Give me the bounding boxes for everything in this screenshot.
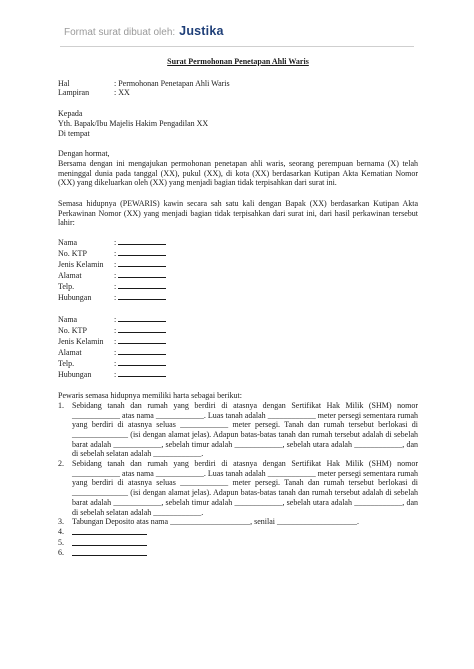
asset-1-text: Sebidang tanah dan rumah yang berdiri di atasnya dengan Sertifikat Hak Milik (SHM) nomor ____________ atas nama ____________. Luas tanah adalah ____________ meter persegi sementara rumah yang berdiri di atasnya seluas ____________ meter persegi. Tanah dan rumah tersebut berlokasi di ______________ (isi dengan alamat jelas). Adapun batas-batas tanah dan rumah tersebut adalah di sebelah barat adalah ____________, sebelah timur adalah ____________, sebelah utara adalah ____________, dan di sebelah selatan adalah ____________. [72, 400, 418, 459]
lampiran-value: : XX [114, 88, 130, 98]
field-sep: : [114, 326, 117, 336]
field-sep: : [114, 249, 117, 259]
recipient: Yth. Bapak/Ibu Majelis Hakim Pengadilan XX [58, 118, 209, 128]
salutation: Dengan hormat, [58, 149, 110, 159]
blank-line [118, 369, 166, 377]
blank-line [118, 336, 166, 344]
paragraph-1: Bersama dengan ini mengajukan permohonan penetapan ahli waris, seorang perempuan bernama (X) telah meninggal dunia pada tanggal (XX), pukul (XX), di kota (XX) berdasarkan Kutipan Akta Kematian Nomor (XX) yang dikeluarkan oleh (XX) yang menjadi bagian tidak terpisahkan dari surat ini. [58, 158, 418, 188]
field-label: Alamat [58, 271, 82, 281]
paragraph-2: Semasa hidupnya (PEWARIS) kawin secara sah satu kali dengan Bapak (XX) berdasarkan Kutipan Akta Perkawinan Nomor (XX) yang menjadi bagian tidak terpisahkan dari surat ini, dari hasil perkawinan tersebut lahir: [58, 199, 418, 228]
blank-line [118, 259, 166, 267]
form-row [58, 237, 418, 248]
blank-line [72, 548, 147, 556]
brand-logo: Justika [179, 24, 224, 38]
field-sep: : [114, 337, 117, 347]
list-item [58, 459, 418, 517]
lampiran-label: Lampiran [58, 88, 90, 98]
blank-line [118, 358, 166, 366]
heir-form-2 [58, 314, 418, 380]
heir-form-1 [58, 237, 418, 303]
blank-line [118, 248, 166, 256]
form-row [58, 248, 418, 259]
field-label: Alamat [58, 348, 82, 358]
field-sep: : [114, 359, 117, 369]
blank-line [118, 292, 166, 300]
field-label: No. KTP [58, 326, 87, 336]
hal-value: : Permohonan Penetapan Ahli Waris [114, 78, 230, 88]
field-label: Telp. [58, 282, 75, 292]
header-prefix: Format surat dibuat oleh: [64, 27, 176, 38]
list-item [58, 548, 418, 559]
kepada-label: Kepada [58, 109, 83, 119]
item-number: 4. [58, 526, 64, 536]
blank-item [72, 548, 418, 559]
blank-line [118, 347, 166, 355]
item-number: 2. [58, 459, 64, 469]
item-number: 5. [58, 537, 64, 547]
field-sep: : [114, 315, 117, 325]
field-sep: : [114, 282, 117, 292]
form-row [58, 314, 418, 325]
field-label: No. KTP [58, 249, 87, 259]
letter-title: Surat Permohonan Penetapan Ahli Waris [167, 57, 309, 66]
field-label: Jenis Kelamin [58, 337, 104, 347]
item-number: 3. [58, 517, 64, 527]
blank-line [72, 538, 147, 546]
field-sep: : [114, 238, 117, 248]
form-row [58, 369, 418, 380]
assets-list [58, 401, 418, 559]
blank-line [118, 237, 166, 245]
form-row [58, 336, 418, 347]
field-label: Hubungan [58, 370, 92, 380]
assets-intro: Pewaris semasa hidupnya memiliki harta sebagai berikut: [58, 391, 242, 401]
list-item [58, 401, 418, 459]
lampiran-row [58, 88, 418, 98]
form-row [58, 347, 418, 358]
blank-line [118, 314, 166, 322]
field-sep: : [114, 271, 117, 281]
hal-label: Hal [58, 78, 70, 88]
form-row [58, 270, 418, 281]
item-number: 6. [58, 548, 64, 558]
blank-line [118, 325, 166, 333]
blank-item [72, 538, 418, 549]
list-item [58, 517, 418, 527]
field-sep: : [114, 260, 117, 270]
blank-line [72, 527, 147, 535]
hal-row [58, 79, 418, 89]
form-row [58, 281, 418, 292]
item-number: 1. [58, 400, 64, 410]
field-label: Nama [58, 238, 78, 248]
document-header [64, 24, 224, 38]
list-item [58, 538, 418, 549]
form-row [58, 358, 418, 369]
asset-3-text: Tabungan Deposito atas nama ____________________, senilai ____________________. [72, 517, 359, 527]
form-row [58, 325, 418, 336]
field-label: Telp. [58, 359, 75, 369]
form-row [58, 292, 418, 303]
di-tempat: Di tempat [58, 128, 90, 138]
blank-line [118, 281, 166, 289]
field-sep: : [114, 370, 117, 380]
field-sep: : [114, 293, 117, 303]
blank-line [118, 270, 166, 278]
form-row [58, 259, 418, 270]
list-item [58, 527, 418, 538]
letter-body [58, 57, 418, 559]
blank-item [72, 527, 418, 538]
field-label: Jenis Kelamin [58, 260, 104, 270]
header-divider [60, 46, 414, 47]
field-label: Hubungan [58, 293, 92, 303]
field-sep: : [114, 348, 117, 358]
field-label: Nama [58, 315, 78, 325]
asset-2-text: Sebidang tanah dan rumah yang berdiri di atasnya dengan Sertifikat Hak Milik (SHM) nomor ____________ atas nama ____________. Luas tanah adalah ____________ meter persegi sementara rumah yang berdiri di atasnya seluas ____________ meter persegi. Tanah dan rumah tersebut berlokasi di ______________ (isi dengan alamat jelas). Adapun batas-batas tanah dan rumah tersebut adalah di sebelah barat adalah ____________, sebelah timur adalah ____________, sebelah utara adalah ____________, dan di sebelah selatan adalah ____________. [72, 459, 418, 517]
